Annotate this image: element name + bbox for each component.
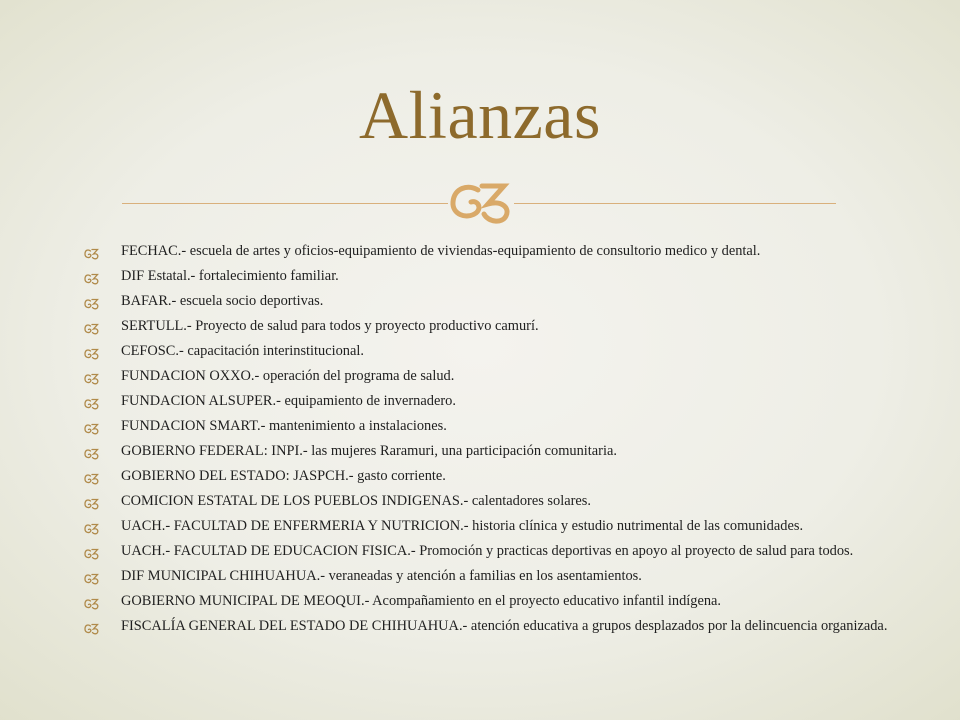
- list-item: [84, 315, 914, 337]
- list-item: [84, 615, 914, 637]
- list-item: [84, 340, 914, 362]
- curl-bullet-icon: [84, 545, 99, 557]
- list-item-text: GOBIERNO DEL ESTADO: JASPCH.- gasto corriente.: [121, 468, 446, 484]
- curl-bullet-icon: [84, 245, 99, 257]
- list-item: [84, 265, 914, 287]
- curl-bullet-icon: [84, 345, 99, 357]
- list-item: [84, 290, 914, 312]
- list-item-text: FUNDACION ALSUPER.- equipamiento de invernadero.: [121, 393, 456, 409]
- curl-bullet-icon: [84, 370, 99, 382]
- list-item-text: UACH.- FACULTAD DE EDUCACION FISICA.- Promoción y practicas deportivas en apoyo al proyecto de salud para todos.: [121, 543, 854, 559]
- list-item: [84, 240, 914, 262]
- list-item-text: FISCALÍA GENERAL DEL ESTADO DE CHIHUAHUA.- atención educativa a grupos desplazados por la delincuencia organizada.: [121, 618, 888, 634]
- alliance-list: [84, 240, 914, 640]
- list-item-text: UACH.- FACULTAD DE ENFERMERIA Y NUTRICION.- historia clínica y estudio nutrimental de las comunidades.: [121, 518, 804, 534]
- curl-ornament-icon: [448, 180, 514, 224]
- slide-title: Alianzas: [359, 77, 601, 153]
- curl-bullet-icon: [84, 320, 99, 332]
- title-divider-right: [514, 203, 836, 204]
- curl-bullet-icon: [84, 420, 99, 432]
- list-item: [84, 440, 914, 462]
- list-item-text: GOBIERNO MUNICIPAL DE MEOQUI.- Acompañamiento en el proyecto educativo infantil indígena.: [121, 593, 722, 609]
- curl-bullet-icon: [84, 270, 99, 282]
- curl-bullet-icon: [84, 295, 99, 307]
- list-item-text: DIF Estatal.- fortalecimiento familiar.: [121, 268, 339, 284]
- curl-bullet-icon: [84, 570, 99, 582]
- list-item-text: CEFOSC.- capacitación interinstitucional.: [121, 343, 364, 359]
- list-item-text: SERTULL.- Proyecto de salud para todos y proyecto productivo camurí.: [121, 318, 539, 334]
- list-item-text: FUNDACION SMART.- mantenimiento a instalaciones.: [121, 418, 447, 434]
- list-item-text: COMICION ESTATAL DE LOS PUEBLOS INDIGENAS.- calentadores solares.: [121, 493, 591, 509]
- list-item: [84, 540, 914, 562]
- list-item: [84, 565, 914, 587]
- curl-bullet-icon: [84, 495, 99, 507]
- title-divider-left: [122, 203, 448, 204]
- curl-bullet-icon: [84, 595, 99, 607]
- curl-bullet-icon: [84, 520, 99, 532]
- list-item: [84, 365, 914, 387]
- list-item: [84, 590, 914, 612]
- list-item: [84, 490, 914, 512]
- list-item-text: FECHAC.- escuela de artes y oficios-equipamiento de viviendas-equipamiento de consultorio medico y dental.: [121, 243, 761, 259]
- list-item: [84, 465, 914, 487]
- list-item: [84, 390, 914, 412]
- list-item-text: FUNDACION OXXO.- operación del programa de salud.: [121, 368, 455, 384]
- list-item-text: DIF MUNICIPAL CHIHUAHUA.- veraneadas y atención a familias en los asentamientos.: [121, 568, 642, 584]
- curl-bullet-icon: [84, 445, 99, 457]
- list-item-text: BAFAR.- escuela socio deportivas.: [121, 293, 324, 309]
- list-item: [84, 515, 914, 537]
- list-item: [84, 415, 914, 437]
- curl-bullet-icon: [84, 620, 99, 632]
- list-item-text: GOBIERNO FEDERAL: INPI.- las mujeres Raramuri, una participación comunitaria.: [121, 443, 617, 459]
- curl-bullet-icon: [84, 470, 99, 482]
- curl-bullet-icon: [84, 395, 99, 407]
